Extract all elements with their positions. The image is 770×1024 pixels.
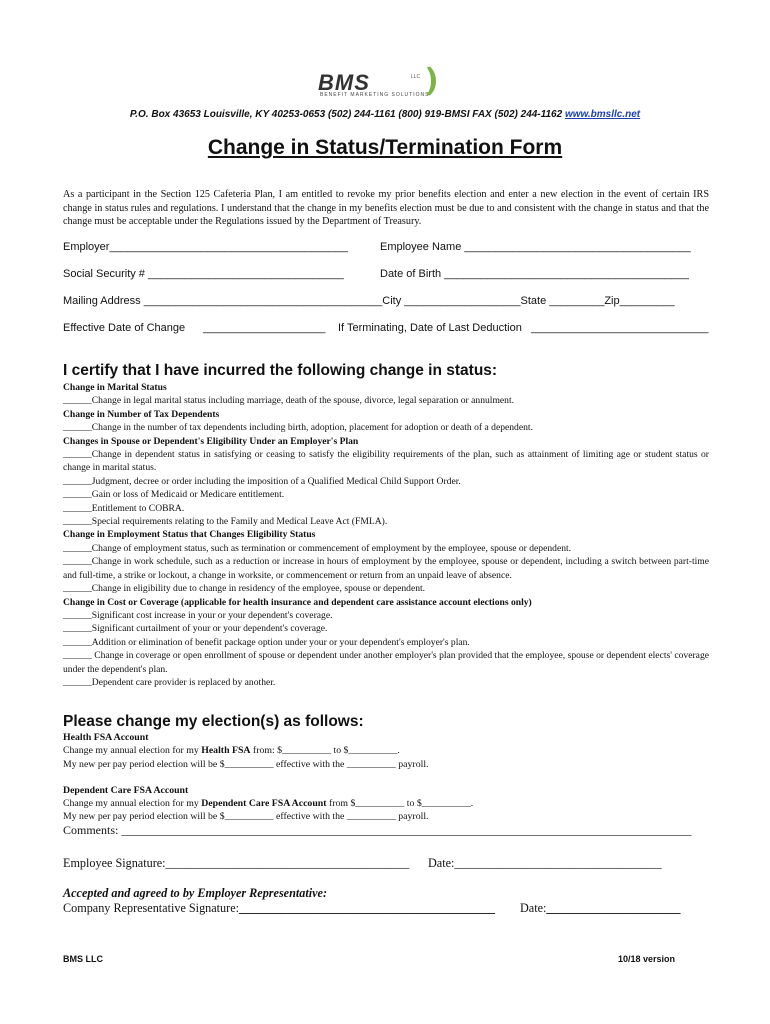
website-link[interactable]: www.bmsllc.net bbox=[564, 109, 641, 120]
dep-line1-suffix: from $__________ to $__________. bbox=[326, 798, 474, 810]
comments-field[interactable]: Comments: _______________________________________________________________________________________________ bbox=[63, 823, 692, 837]
change-item[interactable]: ______Significant cost increase in your or your dependent's coverage. bbox=[63, 609, 333, 621]
ssn-field[interactable]: Social Security # ________________________________ bbox=[63, 268, 344, 280]
logo-text: BMS bbox=[318, 70, 370, 95]
company-signature-label: Company Representative Signature: bbox=[63, 901, 239, 915]
change-item[interactable]: ______Change in the number of tax dependents including birth, adoption, placement for adoption or death of a dependent. bbox=[63, 422, 533, 434]
change-item[interactable]: ______ Change in coverage or open enrollment of spouse or dependent under another employer's plan provided that the employee, spouse or dependent elects' coverage under the dependent's plan. bbox=[63, 650, 709, 675]
health-line1-bold: Health FSA bbox=[201, 745, 251, 757]
category-heading: Change in Employment Status that Changes Eligibility Status bbox=[63, 529, 316, 541]
logo-subtitle: BENEFIT MARKETING SOLUTIONS bbox=[320, 92, 430, 98]
intro-paragraph: As a participant in the Section 125 Cafeteria Plan, I am entitled to revoke my prior benefits election and enter a new election in the event of certain IRS change in status rules and regulations. I understand that the change in my benefits election must be due to and consistent with the change in status and that the change must be acceptable under the Regulations issued by the Department of Treasury. bbox=[63, 189, 709, 227]
company-signature-row[interactable] bbox=[63, 901, 495, 916]
dob-field[interactable]: Date of Birth ________________________________________ bbox=[380, 268, 689, 280]
accepted-heading: Accepted and agreed to by Employer Representative: bbox=[63, 886, 328, 900]
category-heading: Change in Number of Tax Dependents bbox=[63, 408, 220, 420]
change-item[interactable]: ______Change of employment status, such as termination or commencement of employment by the employee, spouse or dependent. bbox=[63, 542, 572, 554]
change-item[interactable]: ______Significant curtailment of your or your dependent's coverage. bbox=[63, 623, 328, 635]
company-date-label: Date: bbox=[520, 901, 547, 915]
last-deduction-label: If Terminating, Date of Last Deduction bbox=[338, 322, 522, 334]
dep-line1-bold: Dependent Care FSA Account bbox=[201, 798, 327, 810]
footer-version: 10/18 version bbox=[618, 954, 676, 964]
category-heading: Change in Cost or Coverage (applicable for health insurance and dependent care assistance account elections only) bbox=[63, 596, 532, 608]
bms-logo bbox=[318, 70, 438, 106]
employee-signature-field[interactable]: Employee Signature:________________________________________ bbox=[63, 856, 410, 870]
last-deduction-field[interactable]: _____________________________ bbox=[531, 322, 709, 334]
health-fsa-line2[interactable]: My new per pay period election will be $__________ effective with the __________ payroll. bbox=[63, 758, 429, 770]
company-date-row[interactable] bbox=[520, 901, 680, 916]
change-item[interactable]: ______Change in dependent status in satisfying or ceasing to satisfy the eligibility requirements of the plan, such as attainment of limiting age or student status or change in marital status. bbox=[63, 449, 709, 474]
category-heading: Change in Marital Status bbox=[63, 382, 167, 393]
change-item[interactable]: ______Judgment, decree or order including the imposition of a Qualified Medical Child Support Order. bbox=[63, 475, 461, 487]
health-line1-prefix: Change my annual election for my bbox=[63, 745, 202, 757]
change-item[interactable]: ______Gain or loss of Medicaid or Medicare entitlement. bbox=[63, 489, 285, 501]
change-item[interactable]: ______Entitlement to COBRA. bbox=[63, 502, 185, 514]
change-item[interactable]: ______Addition or elimination of benefit package option under your or your dependent's employer's plan. bbox=[63, 636, 470, 648]
dep-line1-prefix: Change my annual election for my bbox=[63, 798, 202, 810]
change-item[interactable]: ______Dependent care provider is replaced by another. bbox=[63, 676, 276, 688]
logo-llc: LLC bbox=[411, 74, 421, 80]
company-date-line[interactable]: ______________________ bbox=[546, 901, 681, 915]
page-title: Change in Status/Termination Form bbox=[207, 136, 563, 159]
category-heading: Changes in Spouse or Dependent's Eligibility Under an Employer's Plan bbox=[63, 435, 359, 447]
footer-company: BMS LLC bbox=[63, 954, 103, 964]
employee-date-field[interactable]: Date:__________________________________ bbox=[428, 856, 662, 870]
dep-care-title: Dependent Care FSA Account bbox=[63, 784, 189, 796]
address-line bbox=[0, 109, 770, 120]
dep-care-line2[interactable]: My new per pay period election will be $__________ effective with the __________ payroll. bbox=[63, 811, 429, 823]
change-item[interactable]: ______Special requirements relating to the Family and Medical Leave Act (FMLA). bbox=[63, 516, 388, 528]
effective-date-label: Effective Date of Change bbox=[63, 322, 186, 334]
change-list bbox=[63, 381, 709, 689]
company-signature-line[interactable]: __________________________________________ bbox=[239, 901, 495, 915]
change-item[interactable]: ______Change in eligibility due to change in residency of the employee, spouse or dependent. bbox=[63, 583, 426, 595]
elections-section bbox=[63, 731, 709, 837]
elections-heading: Please change my election(s) as follows: bbox=[63, 713, 364, 730]
change-item[interactable]: ______Change in work schedule, such as a reduction or increase in hours of employment by the employee, spouse or dependent, including a switch between part-time and full-time, a strike or lockout, a change in worksite, or commencement or return from an unpaid leave of absence. bbox=[63, 556, 709, 581]
health-line1-suffix: from: $__________ to $__________. bbox=[250, 745, 400, 757]
employer-field[interactable]: Employer_______________________________________ bbox=[63, 241, 349, 253]
health-fsa-line1[interactable] bbox=[63, 744, 709, 757]
certify-heading: I certify that I have incurred the following change in status: bbox=[63, 362, 498, 379]
dep-care-line1[interactable] bbox=[63, 797, 709, 810]
employee-name-field[interactable]: Employee Name _____________________________________ bbox=[380, 241, 691, 253]
health-fsa-title: Health FSA Account bbox=[63, 732, 149, 743]
effective-date-field[interactable]: ____________________ bbox=[203, 322, 326, 334]
address-text: P.O. Box 43653 Louisville, KY 40253-0653 (502) 244-1161 (800) 919-BMSI FAX (502) 244-1162 bbox=[129, 109, 565, 120]
mailing-address-field[interactable]: Mailing Address _______________________________________City ___________________State _________Zip_________ bbox=[63, 295, 675, 307]
change-item[interactable]: ______Change in legal marital status including marriage, death of the spouse, divorce, legal separation or annulment. bbox=[63, 395, 515, 407]
